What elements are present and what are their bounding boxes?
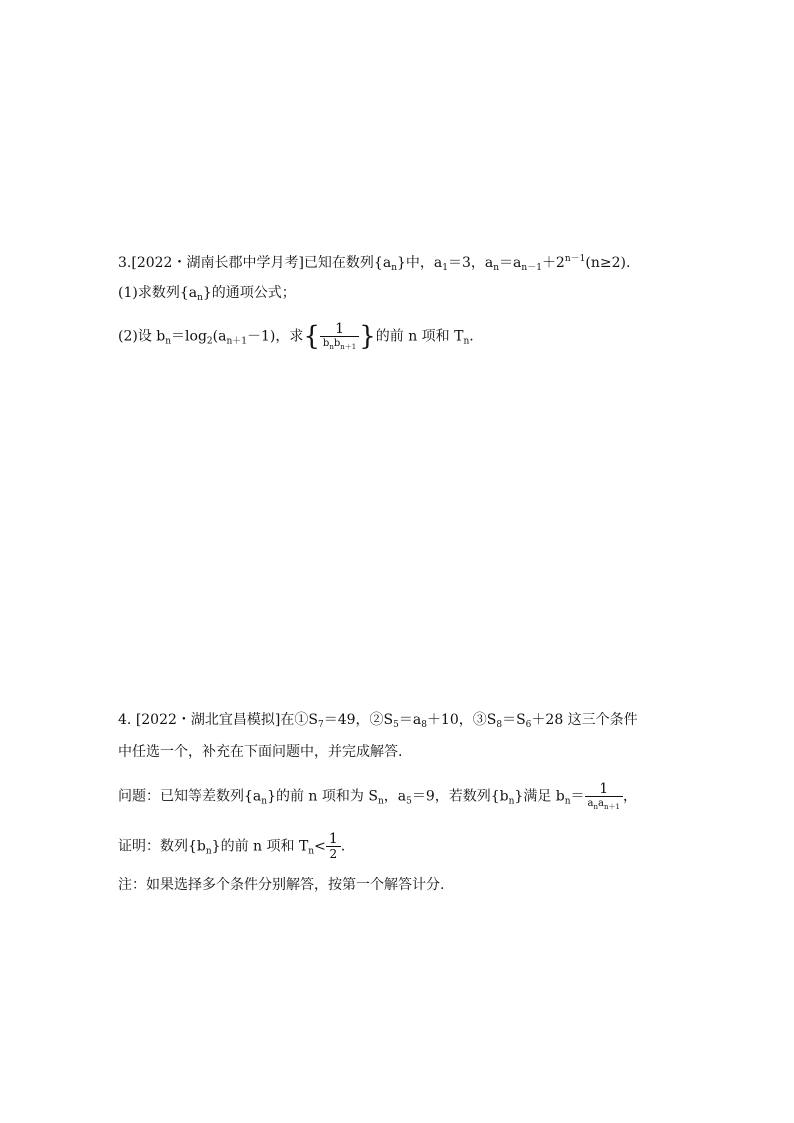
problem-4-number: 4. [118, 712, 132, 728]
problem-4-line-1: 4. [2022・湖北宜昌模拟]在$①S_7=49$，$②S_5=a_8+10$，$③S_8=S_6+28$ 这三个条件 [118, 712, 638, 730]
left-brace: { [303, 321, 320, 352]
problem-4-proof: 证明：数列$\{b_n\}$的前 n 项和 $T_n<$ $\frac{1}{2}$ . [118, 831, 346, 861]
fraction-one-half: $\frac{1}{2}$ [326, 832, 341, 861]
problem-4-question: 问题：已知等差数列$\{a_n\}$的前 n 项和为 $S_n$，$a_5=9$，若数列$\{b_n\}$满足 $b_n=$ $\frac{1}{a_na_{n+1}}$ ， [118, 781, 637, 811]
problem-3-source: [2022・湖南长郡中学月考] [131, 255, 304, 271]
problem-4-source: [2022・湖北宜昌模拟] [135, 712, 281, 728]
problem-3-number: 3. [118, 255, 132, 271]
problem-3-part-2: (2)设 $b_n=\log_2(a_{n+1}-1)$，求{ $\frac{1}{b_nb_{n+1}}$ }的前 n 项和 $T_n$. [118, 321, 474, 352]
problem-3-part-1: (1)求数列$\{a_n\}$的通项公式； [118, 285, 296, 303]
problem-4-note: 注：如果选择多个条件分别解答，按第一个解答计分. [118, 877, 445, 893]
problem-4-line-2: 中任选一个，补充在下面问题中，并完成解答. [118, 744, 403, 760]
fraction-1-over-bnbn1: $\frac{1}{b_nb_{n+1}}$ [320, 322, 359, 351]
problem-3-stem: 3.[2022・湖南长郡中学月考]已知在数列$\{a_n\}$中，$a_1=3$，$a_n=a_{n-1}+2^{n-1}(n\ge 2)$. [118, 254, 631, 273]
right-brace: } [359, 321, 376, 352]
fraction-1-over-anan1: $\frac{1}{a_na_{n+1}}$ [585, 782, 623, 811]
